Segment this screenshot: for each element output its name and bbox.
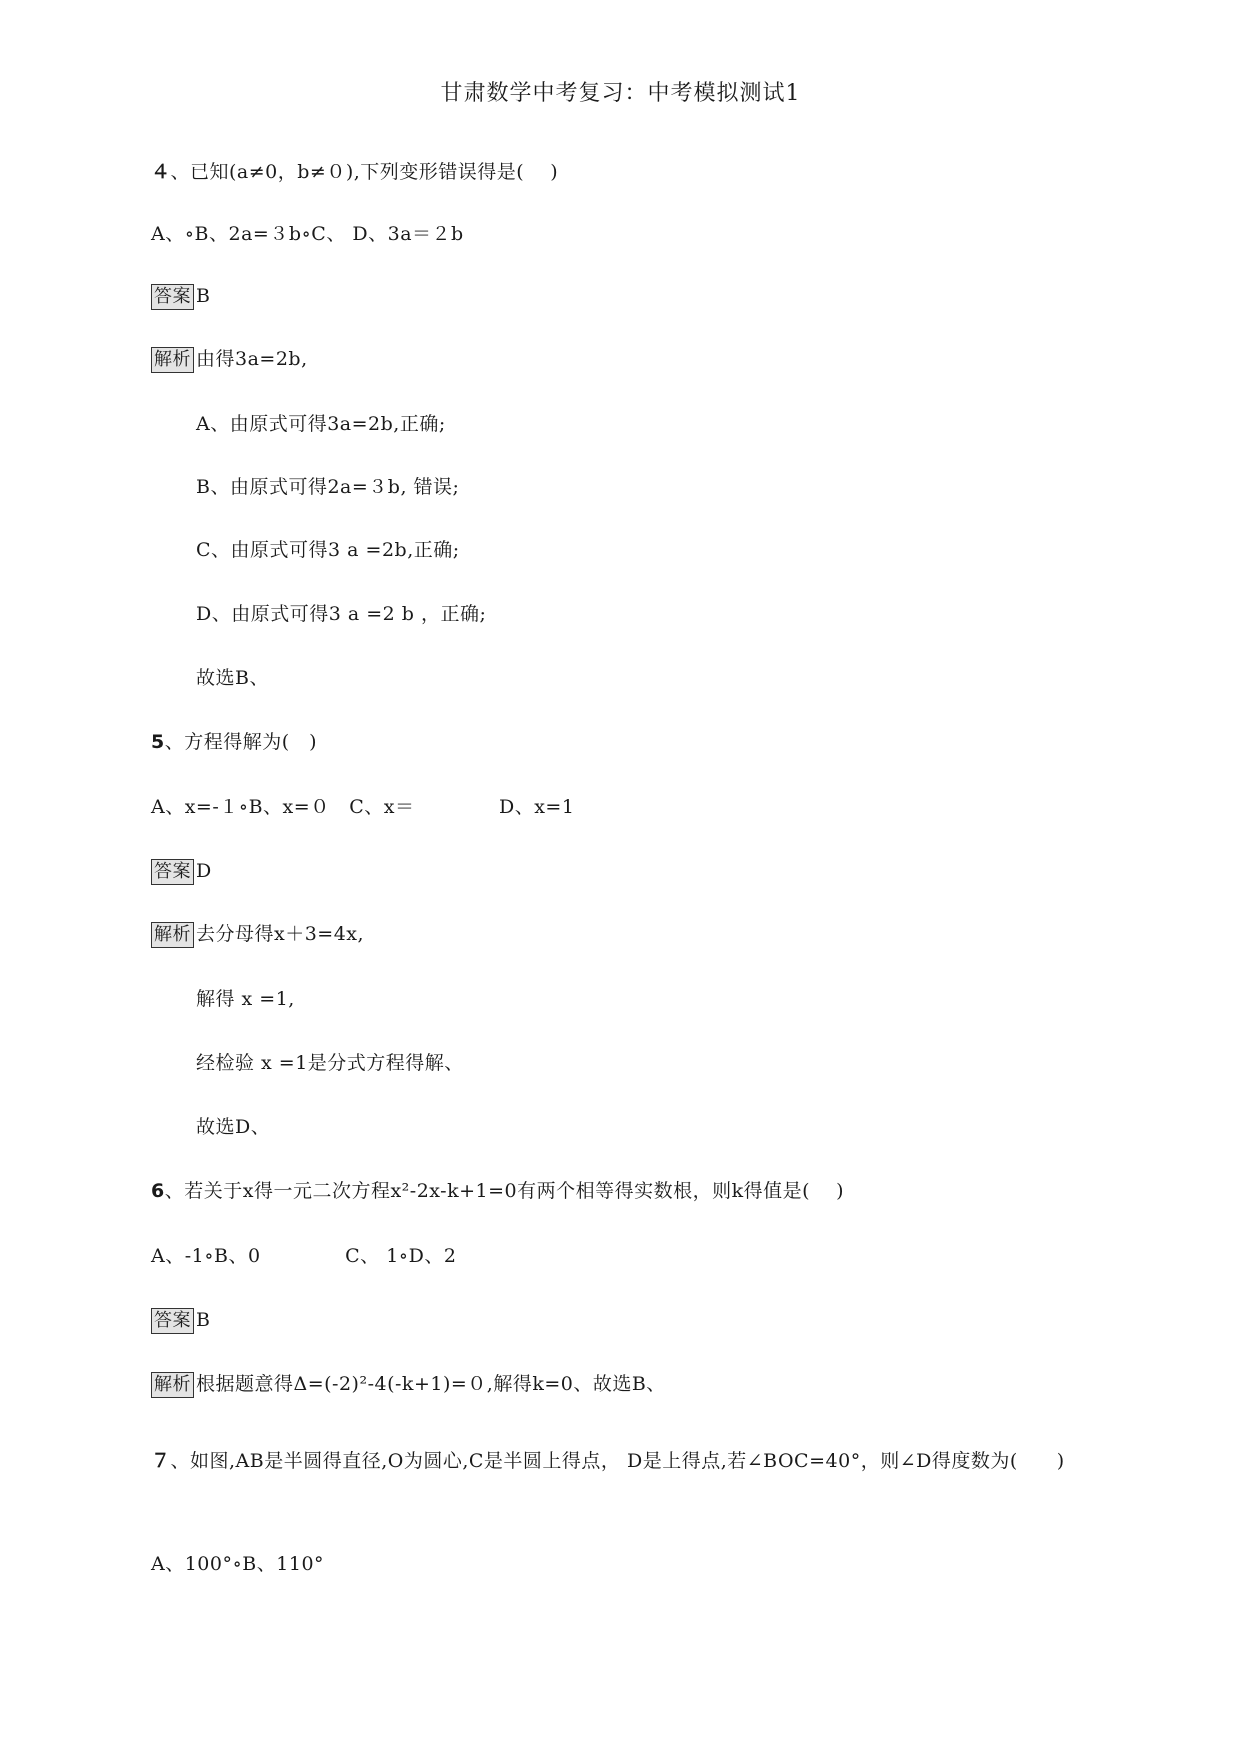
question-text: 、如图,AB是半圆得直径,O为圆心,C是半圆上得点， D是上得点,若∠BOC=40°，则∠D得度数为( ) (170, 1450, 1065, 1472)
answer-value: D (196, 860, 212, 882)
answer-tag: 答案 (151, 1308, 194, 1334)
question-4-answer (151, 282, 210, 310)
question-5-options: A、x=-１∘B、x=０ C、x＝ D、x=1 (151, 796, 575, 818)
page-title: 甘肃数学中考复习：中考模拟测试1 (440, 81, 801, 106)
analysis-line: C、由原式可得3 a =2b,正确; (196, 539, 460, 561)
question-6-stem (151, 1177, 844, 1205)
question-number: 6 (151, 1180, 165, 1202)
question-text: 、已知(a≠0，b≠０),下列变形错误得是( ) (170, 161, 559, 183)
question-6-analysis (151, 1370, 666, 1398)
analysis-line: B、由原式可得2a=３b, 错误; (196, 476, 460, 498)
analysis-tag: 解析 (151, 1372, 194, 1398)
analysis-line: A、由原式可得3a=2b,正确; (196, 413, 446, 435)
question-6-answer (151, 1306, 210, 1334)
question-5-answer (151, 857, 212, 885)
question-6-options: A、-1∘B、0 C、 1∘D、2 (151, 1245, 457, 1267)
answer-value: B (196, 1309, 211, 1331)
answer-value: B (196, 285, 211, 307)
analysis-tag: 解析 (151, 922, 194, 948)
analysis-line: 故选B、 (196, 667, 269, 689)
question-number: 5 (151, 731, 165, 753)
question-number: ４ (151, 161, 171, 183)
question-5-analysis (151, 920, 364, 948)
analysis-line: D、由原式可得3 a =2 b ，正确; (196, 603, 487, 625)
analysis-text: 去分母得x＋3=4x, (196, 923, 365, 945)
question-5-stem (151, 728, 317, 756)
analysis-line: 故选D、 (196, 1116, 271, 1138)
question-4-stem (151, 158, 558, 186)
question-7-options: A、100°∘B、110° (151, 1553, 325, 1575)
analysis-line: 经检验 x =1是分式方程得解、 (196, 1052, 464, 1074)
answer-tag: 答案 (151, 284, 194, 310)
question-4-analysis (151, 345, 308, 373)
question-text: 、若关于x得一元二次方程x²-2x-k+1=0有两个相等得实数根，则k得值是( ) (164, 1180, 845, 1202)
analysis-line: 解得 x =1, (196, 988, 295, 1010)
analysis-tag: 解析 (151, 347, 194, 373)
question-7-stem (151, 1441, 1091, 1481)
analysis-text: 由得3a=2b, (196, 348, 308, 370)
answer-tag: 答案 (151, 859, 194, 885)
question-4-options: A、∘B、2a=３b∘C、 D、3a＝２b (151, 223, 464, 245)
analysis-text: 根据题意得Δ=(-2)²-4(-k+1)=０,解得k=0、故选B、 (196, 1373, 666, 1395)
question-text: 、方程得解为( ) (164, 731, 318, 753)
question-number: ７ (151, 1450, 171, 1472)
